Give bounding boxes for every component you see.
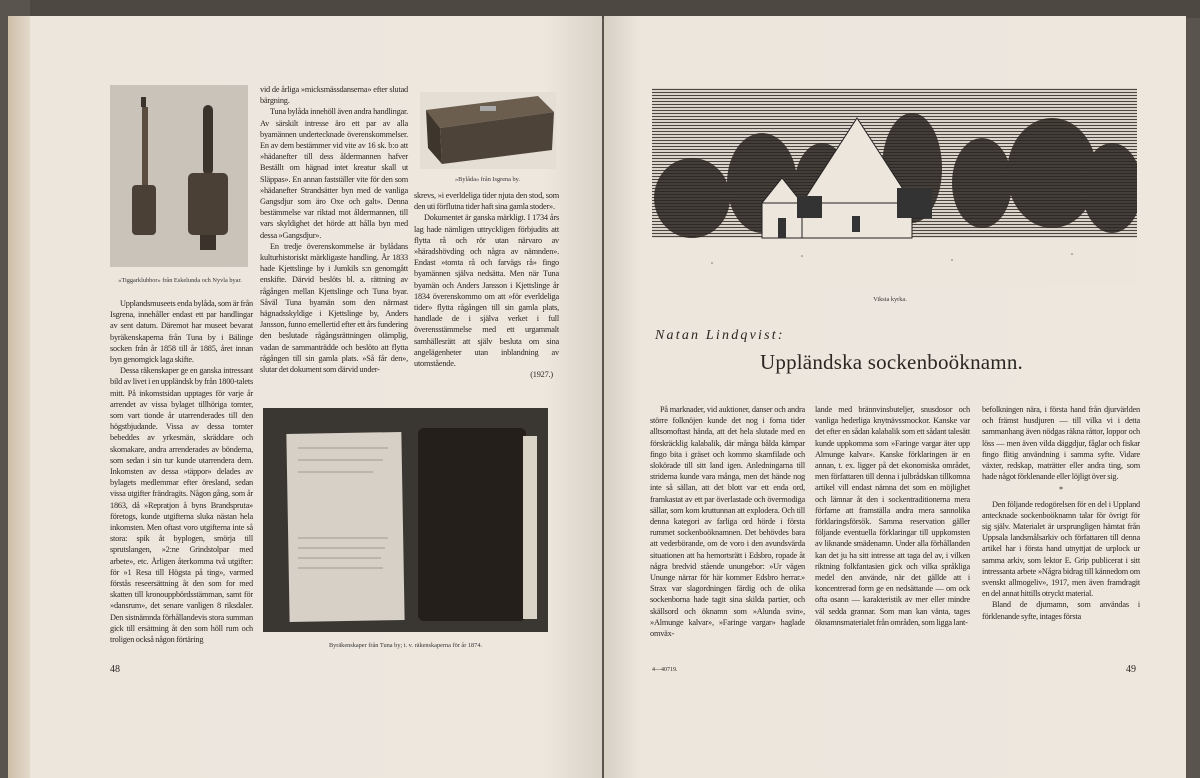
article-author: Natan Lindqvist: [655, 328, 785, 343]
figure-tiggarklubbor-caption: »Tiggarklubbor» från Eskelunda och Nyvla byar. [118, 277, 242, 284]
figure-viksta-kyrka-caption: Viksta kyrka. [873, 296, 907, 303]
book-edge [8, 16, 32, 778]
paragraph: Bland de djurnamn, som användas i förklenande syfte, intages första [982, 600, 1140, 621]
right-column-1 [650, 404, 805, 639]
right-column-2 [815, 404, 970, 628]
article-title: Uppländska sockenboöknamn. [760, 350, 1023, 374]
section-divider: * [1059, 485, 1063, 495]
paragraph: vid de årliga »micksmässdanserna» efter slutad bärgning. [260, 85, 408, 106]
page-number: 48 [110, 664, 120, 675]
paragraph: På marknader, vid auktioner, danser och andra större folknöjen kunde det nog i forna tider alltsomoftast hända, att det hela slutade med en förskräcklig kalabalik, där många bålda kämpar fingo bita i gräset och kommo skamfilade och slokörade till sitt land igen. Anledningarna till striderna kunde vara många, men det hände nog inte så sällan, att det blott var ett enda ord, framkastat av ett par överlastade och övermodiga sällar, som kom kruttunnan att explodera. Och till denna kategori av farliga ord hörde i första rummet sockenboöknamnen. Det behövdes bara att vederbörande, om de voro i den avundsvärda situationen att ha hemortsrätt i Edsbro, ropade åt några bredvid stående unungebor: »Ur vägen Ununge närrar för här kommer Edsbro herrar.» Strax var slagordningen färdig och de olika sockenborna hade tagit sina skilda partier, och skällsord och öknamn som »Alunda svin», »Almunge kalvar», »Faringe vargar» haglade omväx- [650, 405, 805, 639]
figure-bylada-photo [420, 92, 556, 169]
paragraph: lande med brännvinsbuteljer, snusdosor och vanliga hederliga knytnävssmockor. Kanske var det efter en sådan kalabalik som ett sådant talesätt kunde uppkomma som »Faringe vargar äter upp Almunge kalvar». Kanske förklaringen är en annan, t. ex. ligger på det ekonomiska området, men författaren till denna i julbrådskan tillkomna artikel vill endast nämna det som en möjlighet och lämnar åt den i sockentraditionerna mera förfarne att framställa andra mera sannolika förklaringsförsök. Samma reservation gäller följande eventuella förklaringar till uppkomsten av liknande smädenamn. Under alla förhållanden kan det ju ha sitt intresse att taga del av, i vilken riktning folkfantasien gick och vilka språkliga medel den använde, när det gällde att i koncentrerad form ge en nedsättande — om ock ofta osann — karakteristik av mer eller mindre väl sedda grannar. Som man kan vänta, tages öknamnsmaterialet från områden, som ligga lant- [815, 405, 970, 627]
date: (1927.) [530, 370, 553, 380]
figure-tiggarklubbor-photo [110, 85, 248, 267]
paragraph: skrevs, »i everldeliga tider njuta den stod, som den uti förflutna tider haft sina gamla stoder». [414, 191, 559, 212]
page-number: 49 [1126, 664, 1136, 675]
figure-viksta-kyrka-engraving [652, 88, 1137, 286]
paragraph: Upplandsmuseets enda bylåda, som är från Isgrena, innehåller endast ett par handlingar av sent datum. Däremot har museet bevarat byräkenskaperna från Tuna by i Bälinge socken från år 1858 till år 1885, året innan byn genomgick laga skifte. [110, 299, 253, 365]
printer-signature: 4—40719. [652, 667, 678, 673]
paragraph: Dokumentet är ganska märkligt. I 1734 års lag hade nämligen uttryckligen förbjudits att flytta rå och rör utan närvaro av »häradshövding och några av nämnden». Endast »tomta rå och farvägs rå» fingo byamännen själva nedsätta. Men när Tuna byamän och Anders Jansson i Kjettslinge år 1834 överenskommo om att »för everldeliga tider» flytta rågången till sin gamla plats, handlade de i själva verket i full överensstämmelse med ett urgammalt samhällesrätt att själv besluta om sina angelägenheter utan inblandning av utomstående. [414, 213, 559, 369]
left-column-2 [260, 84, 408, 375]
paragraph: Den följande redogörelsen för en del i Uppland antecknade sockenboöknamn talar för övrigt för sig själv. Materialet är ursprungligen hämtat från Uppsala landsmålsarkiv och författaren till denna artikel har i första hand utnyttjat de urplock ur samma arkiv, som lektor E. Grip publicerat i sitt intressanta arbete »Några bidrag till kännedom om svenskt allmogeliv», 1917, men även framdragit en del annat hittills otryckt material. [982, 499, 1140, 599]
right-column-3 [982, 404, 1140, 622]
paragraph: Tuna bylåda innehöll även andra handlingar. Av särskilt intresse äro ett par av alla byamännen undertecknade överenskommelser. En av dem bestämmer vid vite av 16 sk. b:o att »hädanefter till dess åldermannen hafver Beställt om hägnad intet kreatur skall ut Släppas». En annan fastställer vite för den som »hädanefter Strandsätter byn med de vanliga Gangsdjur som äro Oxe och galt». Denna bestämmelse var riktad mot åldermannen, till vars skyldighet det hörde att hålla byn med dessa »Gangsdjur». [260, 107, 408, 240]
left-column-1 [110, 298, 253, 645]
paragraph: Dessa räkenskaper ge en ganska intressant bild av livet i en uppländsk by från 1800-talets mitt. På inkomstsidan upptages för varje år arrendet av vissa bylaget tillhöriga tomter, som vart tionde år utarrenderades till den högstbjudande. Vissa av dessa tomter bebeddes av yrkesmän, skräddare och skomakare, andra arrenderades av bönderna, som sedan i sin tur kunde utarrendera dem. Inkomsten av dessa »täppor» delades av bylagets medlemmar efter öresland, sedan vissa utgifter frändragits. Någon gång, som år 1863, då »Repratjon å byns Brandspruta» företogs, kunde utgifterna sluka nästan hela inkomsten. Men oftast voro utgifterna inte så stora: spik åt byplogen, smörja till sprutslangen, »2:ne Grindstolpar med arbete», etc. Årligen återkomma två utgifter: för »1 Resa till Högsta på ting», varmed förstås reseersättning åt den som for med skatten till kronouppbördsstämman, samt för »dansrum», det senare vanligen 8 riksdaler. Den sistnämnda förhållandevis stora summan gick till ersättning åt den som höll rum och troligen också någon förtäring [110, 366, 253, 645]
paragraph: En tredje överenskommelse är bylådans kulturhistoriskt märkligaste handling. År 1833 hade Kjettslinge by i Jumkils s:n genomgått enskifte. Därvid beslöts bl. a. rättning av rågången mellan Kjettslinge och Tuna byar. Såväl Tuna byamän som den närmast hägnadsskyldige i Kjettslinge by, Anders Jansson, funno emellertid efter ett års fundering den beslutade rågångsrättningen olämplig, vadan de sammanträdde och beslöto att flytta rågången till sin gamla plats. »Så får den», slutar det dokument som därvid under- [260, 241, 408, 375]
figure-bylada-caption: »Bylåda» från Isgrena by. [455, 176, 520, 183]
paragraph: befolkningen nära, i första hand från djurvärlden och främst husdjuren — till vilka vi i detta sammanhang även nödgas räkna råttor, loppor och löss — men även vilda däggdjur, fåglar och fiskar fingo flitig användning i samma syfte. Vidare växter, redskap, maträtter eller andra ting, som hade något förklenande eller löjligt över sig. [982, 405, 1140, 482]
figure-byrakenskaper-photo [263, 408, 548, 632]
figure-byrakenskaper-caption: Byräkenskaper från Tuna by; t. v. räkenskaperna för år 1874. [328, 642, 483, 649]
left-column-3 [414, 190, 559, 380]
